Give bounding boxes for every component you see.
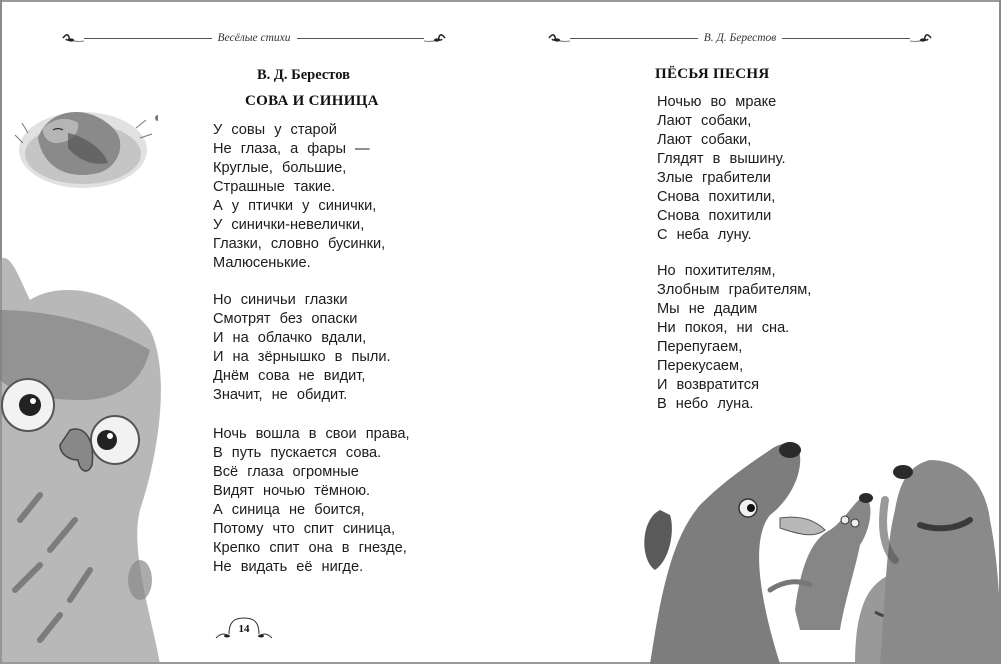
ornament-left-icon bbox=[548, 31, 570, 45]
stanza-1 bbox=[657, 93, 786, 245]
poem-line: Перекусаем, bbox=[657, 358, 744, 374]
poem-line: Днём сова не видит, bbox=[213, 368, 366, 384]
poem-line: А у птички у синички, bbox=[213, 198, 377, 214]
poem-line: Страшные такие. bbox=[213, 179, 336, 195]
header-rule bbox=[782, 38, 910, 39]
poem-line: Перепугаем, bbox=[657, 339, 743, 355]
poem-line: У совы у старой bbox=[213, 122, 337, 138]
header-rule bbox=[84, 38, 212, 39]
ornament-right-icon bbox=[910, 31, 932, 45]
poem-line: В небо луна. bbox=[657, 396, 754, 412]
poem-line: И на облачко вдали, bbox=[213, 330, 367, 346]
poem-author: В. Д. Берестов bbox=[257, 67, 350, 83]
poem-title-left: СОВА И СИНИЦА bbox=[245, 93, 379, 109]
page-number-left bbox=[214, 614, 274, 644]
poem-line: Ночь вошла в свои права, bbox=[213, 426, 410, 442]
poem-line: Снова похитили, bbox=[657, 189, 776, 205]
running-head-title: В. Д. Берестов bbox=[703, 32, 777, 44]
page-number: 14 bbox=[238, 623, 250, 635]
poem-line: Потому что спит синица, bbox=[213, 521, 396, 537]
dogs-howling-illustration bbox=[630, 430, 1001, 664]
poem-line: Глазки, словно бусинки, bbox=[213, 236, 386, 252]
poem-line: Видят ночью тёмною. bbox=[213, 483, 371, 499]
poem-line: Мы не дадим bbox=[657, 301, 758, 317]
poem-line: У синички-невелички, bbox=[213, 217, 365, 233]
poem-line: Глядят в вышину. bbox=[657, 151, 786, 167]
poem-line: Крепко спит она в гнезде, bbox=[213, 540, 407, 556]
poem-line: Не глаза, а фары — bbox=[213, 141, 370, 157]
running-head-right bbox=[548, 28, 932, 48]
poem-line: А синица не боится, bbox=[213, 502, 365, 518]
running-head-left bbox=[62, 28, 446, 48]
ornament-right-icon bbox=[424, 31, 446, 45]
poem-line: Не видать её нигде. bbox=[213, 559, 364, 575]
header-rule bbox=[570, 38, 698, 39]
poem-line: Ни покоя, ни сна. bbox=[657, 320, 790, 336]
poem-line: Лают собаки, bbox=[657, 132, 752, 148]
poem-line: Круглые, большие, bbox=[213, 160, 347, 176]
wide-eyed-owl-illustration bbox=[0, 250, 180, 664]
poem-line: В путь пускается сова. bbox=[213, 445, 382, 461]
poem-line: Значит, не обидит. bbox=[213, 387, 348, 403]
stanza-2 bbox=[213, 291, 391, 405]
poem-line: Лают собаки, bbox=[657, 113, 752, 129]
poem-line: Малюсенькие. bbox=[213, 255, 311, 271]
stanza-2 bbox=[657, 262, 811, 414]
poem-title-right: ПЁСЬЯ ПЕСНЯ bbox=[655, 66, 770, 82]
poem-line: Но синичьи глазки bbox=[213, 292, 348, 308]
ornament-left-icon bbox=[62, 31, 84, 45]
sleeping-bird-in-nest-illustration bbox=[8, 88, 158, 198]
stanza-3 bbox=[213, 425, 410, 577]
poem-line: И на зёрнышко в пыли. bbox=[213, 349, 391, 365]
poem-line: Смотрят без опаски bbox=[213, 311, 358, 327]
stanza-1 bbox=[213, 121, 385, 273]
running-head-title: Весёлые стихи bbox=[217, 32, 291, 44]
page-edge-top bbox=[0, 0, 1001, 2]
poem-line: Но похитителям, bbox=[657, 263, 776, 279]
poem-line: Снова похитили bbox=[657, 208, 772, 224]
header-rule bbox=[297, 38, 425, 39]
poem-line: Ночью во мраке bbox=[657, 94, 777, 110]
poem-line: Всё глаза огромные bbox=[213, 464, 359, 480]
poem-line: Злые грабители bbox=[657, 170, 771, 186]
poem-line: С неба луну. bbox=[657, 227, 752, 243]
poem-line: Злобным грабителям, bbox=[657, 282, 812, 298]
poem-line: И возвратится bbox=[657, 377, 759, 393]
